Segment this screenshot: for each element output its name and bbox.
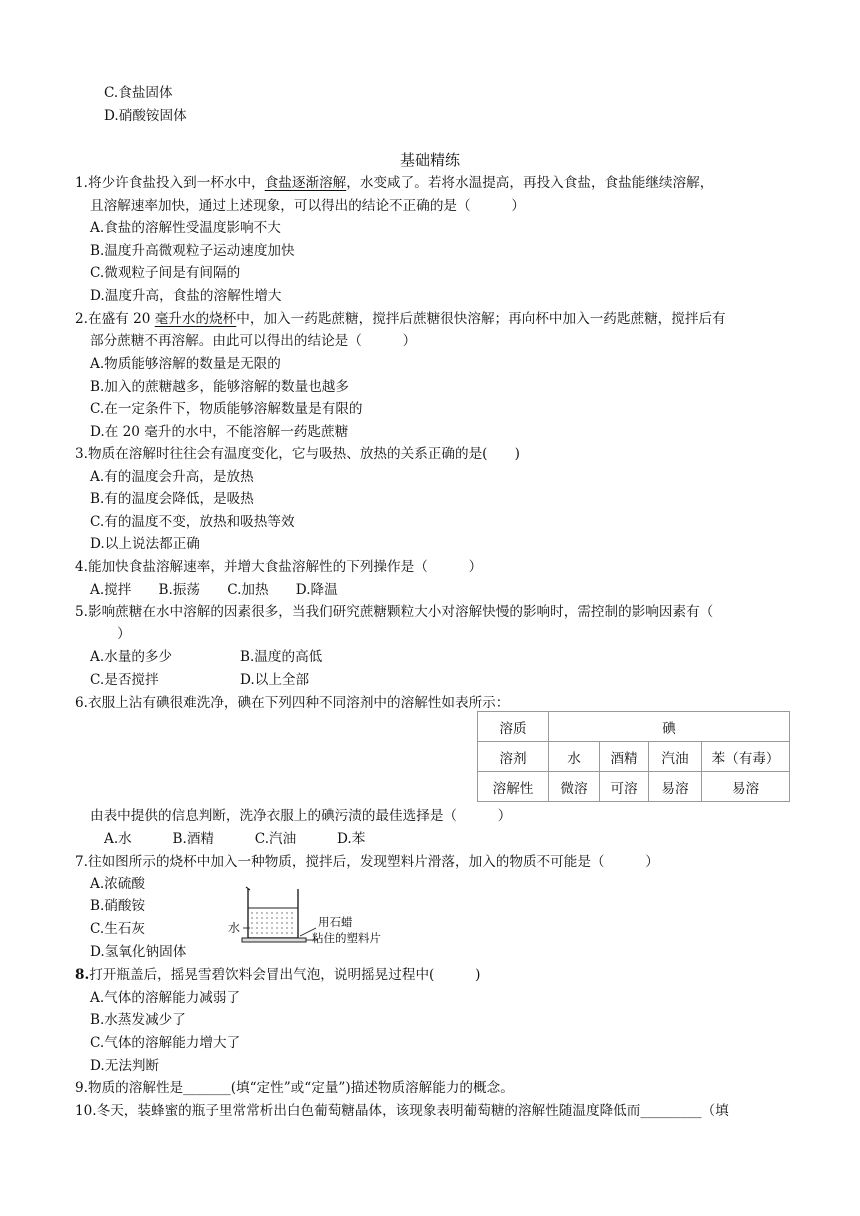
q2-underline: 毫升水的烧杯: [154, 311, 237, 327]
label-paraffin: 用石蜡: [318, 917, 353, 929]
q8-stem: 8.打开瓶盖后，摇晃雪碧饮料会冒出气泡，说明摇晃过程中( ): [75, 967, 481, 983]
q2-option-b: B.加入的蔗糖越多，能够溶解的数量也越多: [90, 379, 349, 395]
q3-option-a: A.有的温度会升高，是放热: [90, 469, 254, 485]
table-cell: 溶解性: [478, 772, 549, 802]
q2-option-a: A.物质能够溶解的数量是无限的: [90, 356, 281, 372]
table-cell: 溶质: [478, 712, 549, 742]
q8-option-b: B.水蒸发减少了: [90, 1012, 186, 1028]
q2-option-d: D.在 20 毫升的水中，不能溶解一药匙蔗糖: [90, 424, 349, 440]
q8-option-c: C.气体的溶解能力增大了: [90, 1035, 241, 1051]
table-cell: 酒精: [600, 742, 649, 772]
table-cell: 易溶: [702, 772, 790, 802]
table-cell: 可溶: [600, 772, 649, 802]
q7-option-b: B.硝酸铵: [90, 898, 146, 914]
q1-option-a: A.食盐的溶解性受温度影响不大: [90, 220, 281, 236]
q6-stem-line2: 由表中提供的信息判断，洗净衣服上的碘污渍的最佳选择是（ ）: [90, 808, 512, 824]
table-cell: 苯（有毒）: [702, 742, 790, 772]
table-cell: 微溶: [549, 772, 600, 802]
q2-option-c: C.在一定条件下，物质能够溶解数量是有限的: [90, 401, 363, 417]
beaker-figure: [228, 884, 398, 946]
table-cell: 水: [549, 742, 600, 772]
q10-stem: 10.冬天，装蜂蜜的瓶子里常常析出白色葡萄糖晶体，该现象表明葡萄糖的溶解性随温度降低而_________（填: [75, 1103, 729, 1119]
table-cell: 溶剂: [478, 742, 549, 772]
q5-option-b: B.温度的高低: [240, 649, 323, 665]
q1-option-b: B.温度升高微观粒子运动速度加快: [90, 243, 295, 259]
q7-option-d: D.氢氧化钠固体: [90, 944, 187, 960]
table-cell: 汽油: [649, 742, 702, 772]
q1-option-c: C.微观粒子间是有间隔的: [90, 265, 241, 281]
q2-stem-line2: 部分蔗糖不再溶解。由此可以得出的结论是（ ）: [90, 333, 417, 349]
q3-stem: 3.物质在溶解时往往会有温度变化，它与吸热、放热的关系正确的是( ): [75, 446, 520, 462]
q5-option-c: C.是否搅拌: [90, 672, 159, 688]
q3-option-d: D.以上说法都正确: [90, 536, 200, 552]
option-d: D.硝酸铵固体: [104, 108, 187, 124]
section-title: 基础精练: [399, 151, 460, 169]
q6-stem: 6.衣服上沾有碘很难洗净，碘在下列四种不同溶剂中的溶解性如表所示：: [75, 695, 510, 711]
q5-option-d: D.以上全部: [240, 672, 310, 688]
q5-stem-line2: ）: [90, 626, 131, 642]
table-cell: 易溶: [649, 772, 702, 802]
q6-options: A.水 B.酒精 C.汽油 D.苯: [104, 831, 366, 847]
q7-option-c: C.生石灰: [90, 921, 146, 937]
q5-stem-line1: 5.影响蔗糖在水中溶解的因素很多，当我们研究蔗糖颗粒大小对溶解快慢的影响时，需控制的影响因素有（: [75, 604, 714, 620]
label-water: 水: [228, 921, 241, 935]
q4-options: A.搅拌 B.振荡 C.加热 D.降温: [90, 582, 338, 598]
label-plastic-piece: 粘住的塑料片: [312, 933, 381, 945]
table-row: [478, 772, 790, 802]
table-row: [478, 712, 790, 742]
q3-option-b: B.有的温度会降低，是吸热: [90, 491, 254, 507]
table-cell: 碘: [549, 712, 790, 742]
q7-option-a: A.浓硫酸: [90, 876, 145, 892]
q7-stem: 7.往如图所示的烧杯中加入一种物质，搅拌后，发现塑料片滑落，加入的物质不可能是（ ）: [75, 854, 659, 870]
q8-option-d: D.无法判断: [90, 1058, 160, 1074]
q2-stem-line1: 2.在盛有 20 毫升水的烧杯中，加入一药匙蔗糖，搅拌后蔗糖很快溶解；再向杯中加入一药匙蔗糖，搅拌后有: [75, 311, 726, 327]
q1-stem-line2: 且溶解速率加快，通过上述现象，可以得出的结论不正确的是（ ）: [90, 198, 525, 214]
q5-option-a: A.水量的多少: [90, 649, 173, 665]
q9-stem: 9.物质的溶解性是_______(填“定性”或“定量”)描述物质溶解能力的概念。: [75, 1080, 514, 1096]
solubility-table: [477, 711, 790, 802]
q4-stem: 4.能加快食盐溶解速率，并增大食盐溶解性的下列操作是（ ）: [75, 559, 483, 575]
q1-underline: 食盐逐渐溶解: [264, 175, 347, 191]
option-c: C.食盐固体: [104, 85, 173, 101]
q1-option-d: D.温度升高，食盐的溶解性增大: [90, 288, 282, 304]
q3-option-c: C.有的温度不变，放热和吸热等效: [90, 514, 295, 530]
table-row: [478, 742, 790, 772]
q8-option-a: A.气体的溶解能力减弱了: [90, 990, 241, 1006]
q1-stem-line1: 1.将少许食盐投入到一杯水中，食盐逐渐溶解，水变咸了。若将水温提高，再投入食盐，食盐能继续溶解，: [75, 175, 714, 191]
